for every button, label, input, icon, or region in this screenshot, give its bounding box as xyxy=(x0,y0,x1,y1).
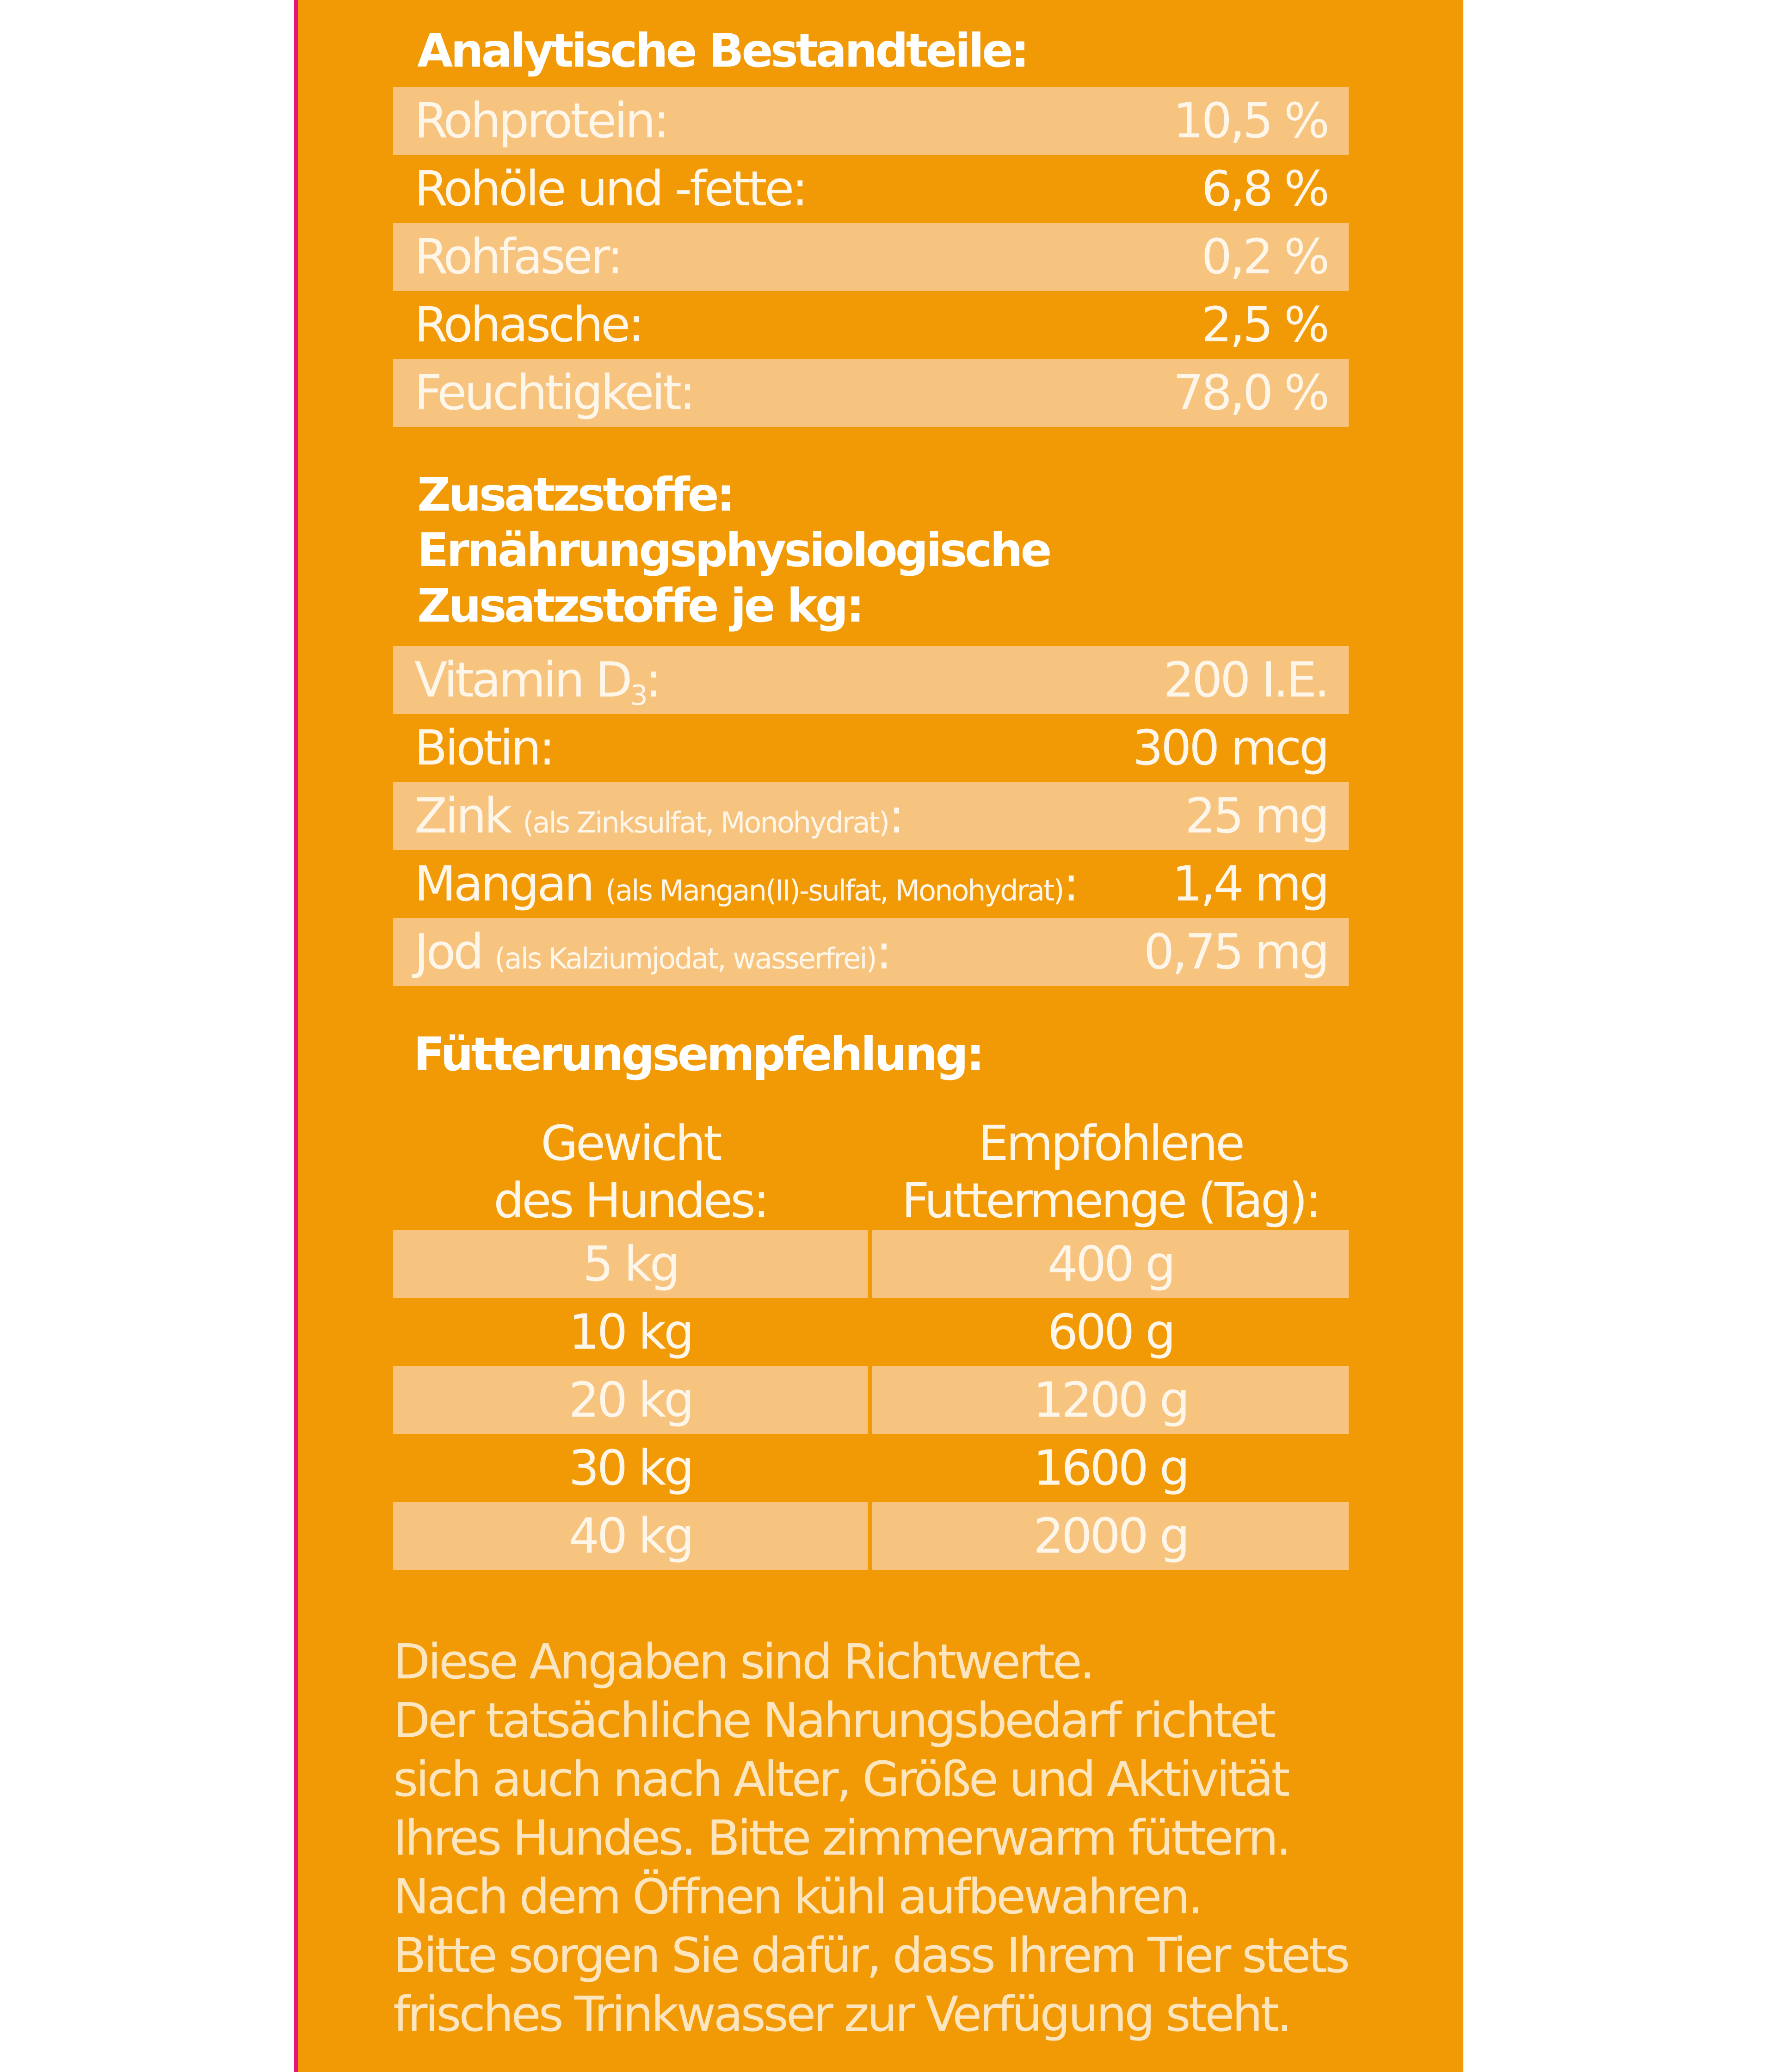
analysis-row xyxy=(393,87,1349,155)
feeding-weight: 40 kg xyxy=(393,1502,868,1570)
additive-note: (als Zinksulfat, Monohydrat) xyxy=(523,806,889,839)
label-panel xyxy=(298,0,1463,2072)
note-line: Bitte sorgen Sie dafür, dass Ihrem Tier stets xyxy=(393,1927,1348,1984)
analysis-table xyxy=(393,87,1349,427)
analysis-row xyxy=(393,155,1349,223)
additive-label: Zink (als Zinksulfat, Monohydrat): xyxy=(414,788,903,844)
analysis-label: Feuchtigkeit: xyxy=(414,364,694,421)
additive-note: (als Kalziumjodat, wasserfrei) xyxy=(494,942,876,975)
additive-note: (als Mangan(II)-sulfat, Monohydrat) xyxy=(605,874,1063,907)
additive-value: 0,75 mg xyxy=(1144,924,1327,980)
feeding-row xyxy=(393,1230,1349,1298)
analysis-value: 6,8 % xyxy=(1201,160,1327,217)
feeding-row xyxy=(393,1502,1349,1570)
feeding-col-weight-header: Gewicht des Hundes: xyxy=(493,1115,767,1229)
analysis-label: Rohprotein: xyxy=(414,92,667,149)
additive-value: 25 mg xyxy=(1185,788,1327,844)
analysis-value: 2,5 % xyxy=(1201,296,1327,353)
note-line: Der tatsächliche Nahrungsbedarf richtet xyxy=(393,1692,1274,1749)
feeding-amount: 400 g xyxy=(872,1230,1349,1298)
additive-label: Mangan (als Mangan(II)-sulfat, Monohydrat): xyxy=(414,856,1077,912)
note-line: sich auch nach Alter, Größe und Aktivität xyxy=(393,1751,1288,1807)
analysis-heading: Analytische Bestandteile: xyxy=(417,24,1027,78)
analysis-value: 10,5 % xyxy=(1173,92,1327,149)
analysis-row xyxy=(393,223,1349,291)
analysis-row xyxy=(393,359,1349,427)
feeding-heading: Fütterungsempfehlung: xyxy=(413,1027,983,1081)
feeding-weight: 30 kg xyxy=(568,1440,692,1496)
additives-heading-line: Zusatzstoffe: xyxy=(417,468,733,522)
feeding-col-amount-header: Empfohlene Futtermenge (Tag): xyxy=(901,1115,1320,1229)
feeding-amount: 1600 g xyxy=(1033,1440,1188,1496)
additives-heading-line: Ernährungsphysiologische xyxy=(417,523,1050,577)
note-line: Ihres Hundes. Bitte zimmerwarm füttern. xyxy=(393,1810,1289,1866)
additive-row xyxy=(393,714,1349,782)
subscript: 3 xyxy=(630,679,646,712)
analysis-label: Rohfaser: xyxy=(414,228,621,285)
additive-row xyxy=(393,850,1349,918)
additives-heading-line: Zusatzstoffe je kg: xyxy=(417,579,863,633)
additive-value: 200 I.E. xyxy=(1163,652,1327,708)
feeding-row xyxy=(393,1298,1349,1366)
additive-value: 1,4 mg xyxy=(1172,856,1327,912)
feeding-note xyxy=(393,1633,1457,2044)
additive-label: Vitamin $D_3$: xyxy=(414,652,660,712)
analysis-label: Rohöle und -fette: xyxy=(414,160,806,217)
feeding-row xyxy=(393,1366,1349,1434)
feeding-amount: 2000 g xyxy=(872,1502,1349,1570)
feeding-weight: 20 kg xyxy=(393,1366,868,1434)
analysis-label: Rohasche: xyxy=(414,296,642,353)
note-line: Nach dem Öffnen kühl aufbewahren. xyxy=(393,1868,1201,1925)
left-accent-border xyxy=(294,0,298,2072)
additive-label: Jod (als Kalziumjodat, wasserfrei): xyxy=(414,924,890,980)
additive-row xyxy=(393,918,1349,986)
additive-row xyxy=(393,782,1349,850)
feeding-amount: 1200 g xyxy=(872,1366,1349,1434)
analysis-value: 78,0 % xyxy=(1173,364,1327,421)
feeding-table xyxy=(393,1230,1349,1570)
additive-row xyxy=(393,646,1349,714)
analysis-value: 0,2 % xyxy=(1201,228,1327,285)
note-line: frisches Trinkwasser zur Verfügung steht. xyxy=(393,1986,1290,2042)
analysis-row xyxy=(393,291,1349,359)
additive-value: 300 mcg xyxy=(1132,720,1327,776)
additives-table xyxy=(393,646,1349,986)
note-line: Diese Angaben sind Richtwerte. xyxy=(393,1634,1093,1690)
feeding-amount: 600 g xyxy=(1047,1304,1174,1360)
feeding-row xyxy=(393,1434,1349,1502)
feeding-weight: 10 kg xyxy=(568,1304,692,1360)
additive-label: Biotin: xyxy=(414,720,553,776)
feeding-weight: 5 kg xyxy=(393,1230,868,1298)
